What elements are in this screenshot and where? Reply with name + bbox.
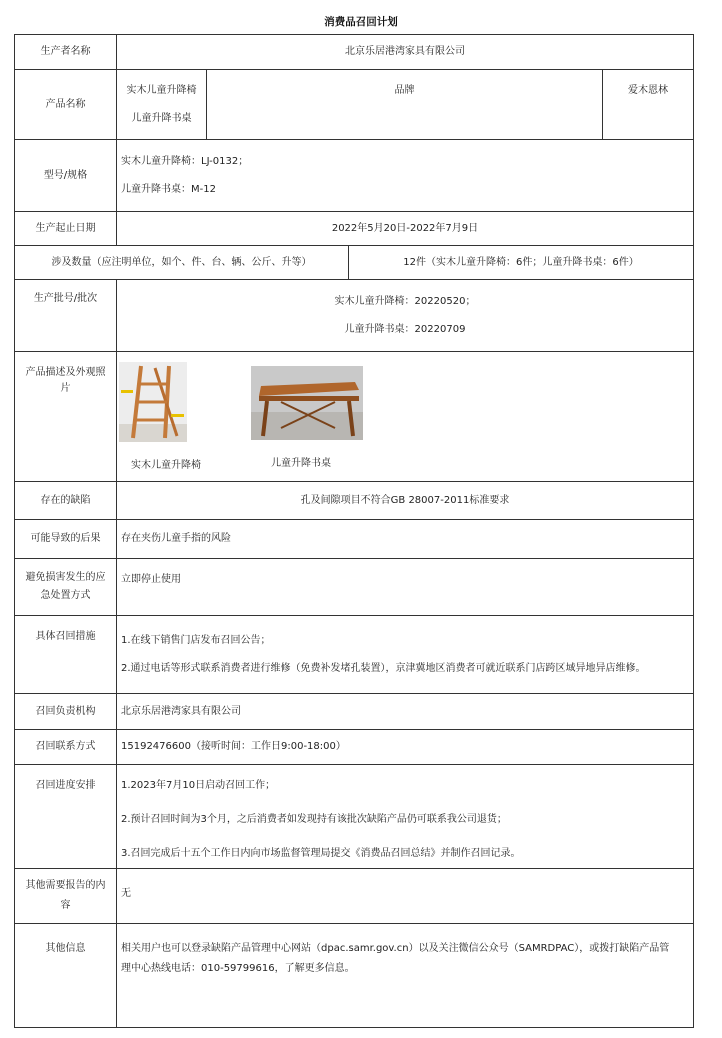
emergency-label-line-2: 急处置方式: [40, 590, 91, 601]
row-other-report: [15, 869, 694, 924]
description-label: [15, 352, 117, 482]
description-label-line-2: 片: [60, 383, 71, 394]
row-defect: [15, 482, 694, 520]
schedule-label: 召回进度安排: [15, 765, 117, 869]
other-info-line-1: 相关用户也可以登录缺陷产品管理中心网站（dpac.samr.gov.cn）以及关注微信公众号（SAMRDPAC），或拨打缺陷产品管: [121, 943, 670, 954]
other-report-label: [15, 869, 117, 924]
dates-label: 生产起止日期: [15, 212, 117, 246]
model-values: [117, 140, 694, 212]
batch-line-1: 实木儿童升降椅：20220520；: [334, 295, 476, 307]
product-name-values: [117, 70, 207, 140]
model-label: 型号/规格: [15, 140, 117, 212]
batch-line-2: 儿童升降书桌：20220709: [344, 323, 466, 335]
schedule-line-2: 2.预计召回时间为3个月，之后消费者如发现持有该批次缺陷产品仍可联系我公司退货；: [121, 814, 507, 825]
defect-label: 存在的缺陷: [15, 482, 117, 520]
emergency-label-line-1: 避免损害发生的应: [25, 572, 106, 583]
product-name-2: 儿童升降书桌: [131, 113, 192, 124]
row-dates: [15, 212, 694, 246]
row-producer: [15, 35, 694, 70]
row-model: [15, 140, 694, 212]
measures-line-1: 1.在线下销售门店发布召回公告；: [121, 634, 271, 646]
desk-photo-block: [251, 362, 363, 471]
row-quantity: [15, 246, 694, 280]
page-title: 消费品召回计划: [324, 16, 398, 28]
other-info-line-2: 理中心热线电话：010-59799616，了解更多信息。: [121, 963, 355, 974]
row-schedule: [15, 765, 694, 869]
product-name-1: 实木儿童升降椅: [126, 85, 197, 96]
batch-label: 生产批号/批次: [15, 280, 117, 352]
consequence-value: 存在夹伤儿童手指的风险: [117, 520, 694, 559]
emergency-value: 立即停止使用: [117, 559, 694, 616]
other-info-label: 其他信息: [15, 924, 117, 1028]
chair-photo: [119, 362, 187, 442]
quantity-label: 涉及数量（应注明单位，如个、件、台、辆、公斤、升等）: [15, 246, 349, 280]
schedule-values: [117, 765, 694, 869]
row-contact: [15, 730, 694, 765]
batch-values: [117, 280, 694, 352]
row-agency: [15, 694, 694, 730]
defect-value: 孔及间隙项目不符合GB 28007-2011标准要求: [117, 482, 694, 520]
other-report-value: 无: [117, 869, 694, 924]
desk-photo: [251, 366, 363, 440]
measures-label: 具体召回措施: [15, 616, 117, 694]
recall-plan-table: [14, 34, 694, 1028]
brand-label: 品牌: [207, 70, 603, 140]
other-report-label-line-1: 其他需要报告的内: [25, 880, 106, 891]
row-emergency: [15, 559, 694, 616]
quantity-value: 12件（实木儿童升降椅：6件；儿童升降书桌：6件）: [349, 246, 694, 280]
schedule-line-3: 3.召回完成后十五个工作日内向市场监督管理局提交《消费品召回总结》并制作召回记录。: [121, 848, 521, 859]
chair-caption: 实木儿童升降椅: [131, 460, 201, 471]
measures-line-2: 2.通过电话等形式联系消费者进行维修（免费补发堵孔装置），京津冀地区消费者可就近联系门店跨区域异地异店维修。: [121, 662, 646, 674]
row-consequence: [15, 520, 694, 559]
row-measures: [15, 616, 694, 694]
description-photos: [117, 352, 694, 482]
emergency-label: [15, 559, 117, 616]
schedule-line-1: 1.2023年7月10日启动召回工作；: [121, 780, 276, 791]
row-other-info: [15, 924, 694, 1028]
dates-value: 2022年5月20日-2022年7月9日: [117, 212, 694, 246]
model-line-1: 实木儿童升降椅：LJ-0132；: [121, 155, 249, 167]
producer-value: 北京乐居港湾家具有限公司: [117, 35, 694, 70]
model-line-2: 儿童升降书桌：M-12: [121, 183, 216, 195]
contact-label: 召回联系方式: [15, 730, 117, 765]
producer-label: 生产者名称: [15, 35, 117, 70]
description-label-line-1: 产品描述及外观照: [25, 367, 106, 378]
product-name-label: 产品名称: [15, 70, 117, 140]
row-description: [15, 352, 694, 482]
measures-values: [117, 616, 694, 694]
contact-value: 15192476600（接听时间：工作日9:00-18:00）: [117, 730, 694, 765]
agency-label: 召回负责机构: [15, 694, 117, 730]
brand-value: 爱木恩林: [603, 70, 694, 140]
other-report-label-line-2: 容: [60, 900, 71, 911]
row-product-name: [15, 70, 694, 140]
chair-photo-block: [119, 362, 201, 473]
agency-value: 北京乐居港湾家具有限公司: [117, 694, 694, 730]
consequence-label: 可能导致的后果: [15, 520, 117, 559]
desk-caption: 儿童升降书桌: [271, 458, 331, 469]
row-batch: [15, 280, 694, 352]
other-info-values: [117, 924, 694, 1028]
